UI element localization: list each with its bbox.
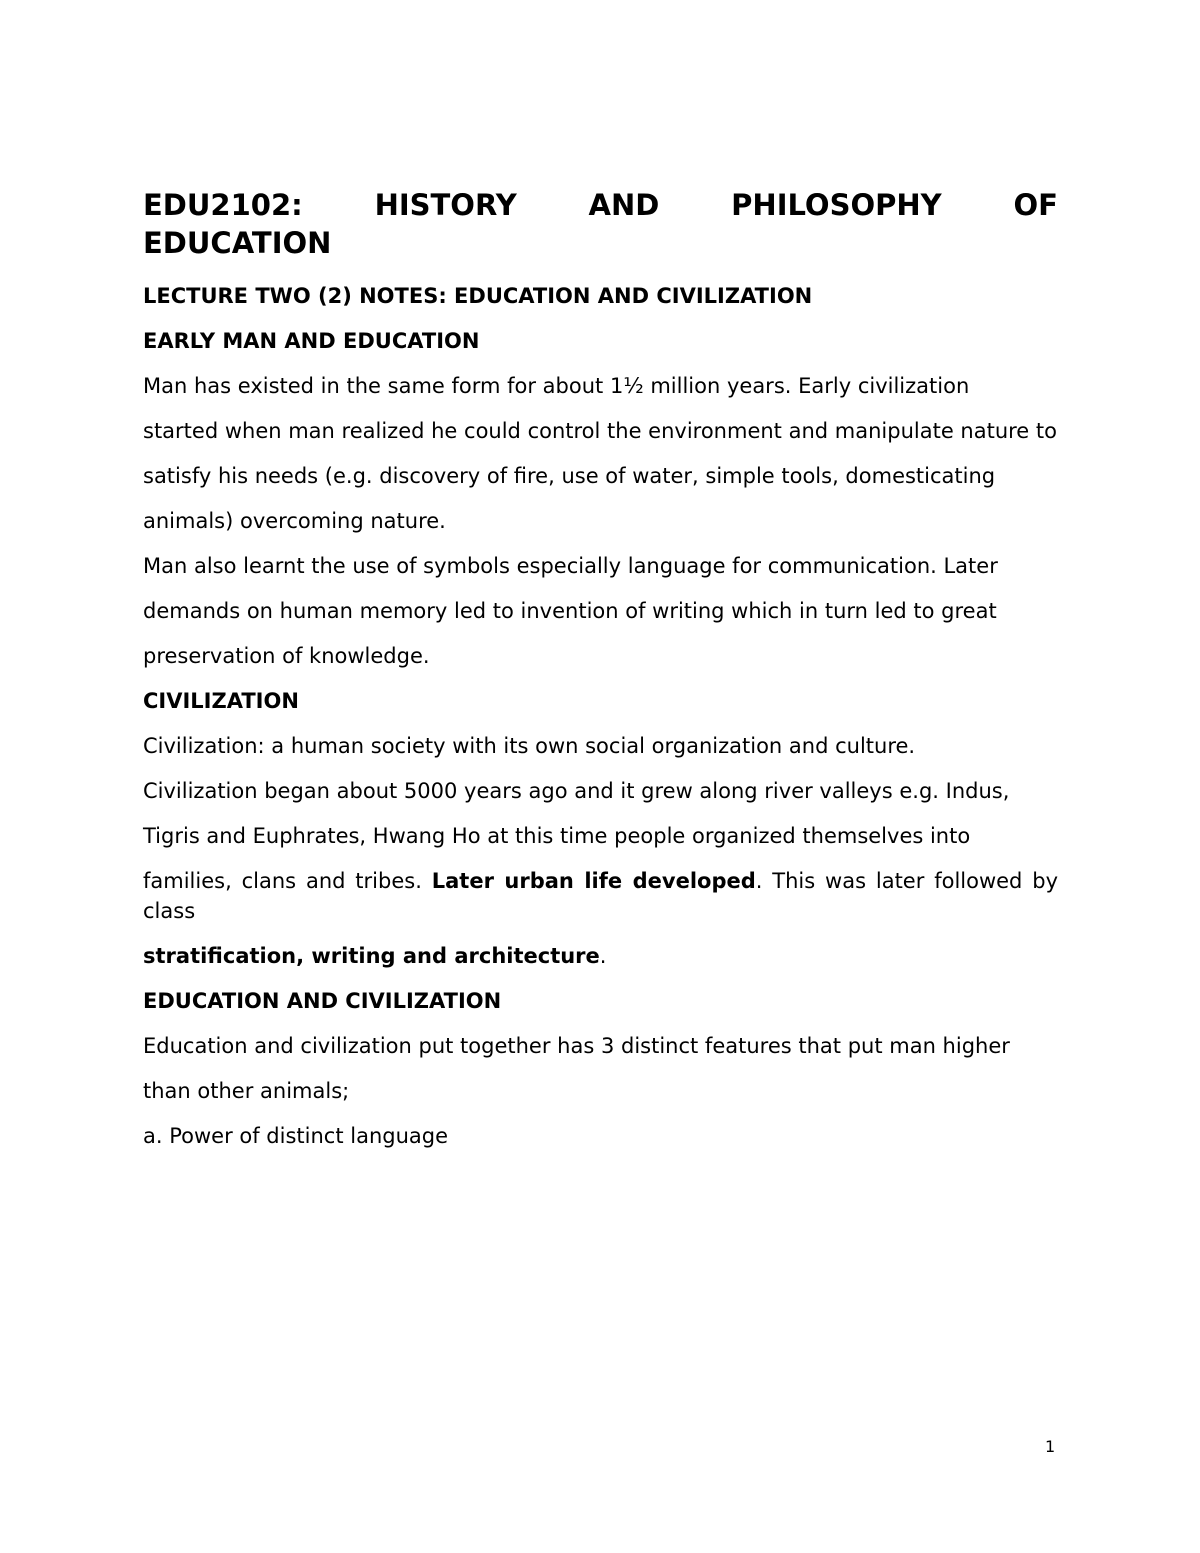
text-run: . This was later followed by class	[143, 869, 1058, 923]
paragraph: preservation of knowledge.	[143, 644, 430, 668]
paragraph: Man also learnt the use of symbols especially language for communication. Later	[143, 554, 998, 578]
section-heading-education-civilization: EDUCATION AND CIVILIZATION	[143, 989, 502, 1013]
paragraph: Man has existed in the same form for about 1½ million years. Early civilization	[143, 374, 970, 398]
text-run: families, clans and tribes.	[143, 869, 432, 893]
title-word: OF	[1013, 188, 1058, 222]
text-run: .	[599, 944, 607, 968]
document-title	[143, 186, 1058, 262]
title-word: PHILOSOPHY	[731, 188, 942, 222]
lecture-heading: LECTURE TWO (2) NOTES: EDUCATION AND CIVILIZATION	[143, 284, 813, 308]
page-content	[143, 186, 1058, 1166]
page-number: 1	[1045, 1437, 1056, 1456]
paragraph: demands on human memory led to invention of writing which in turn led to great	[143, 599, 997, 623]
title-word: HISTORY	[374, 188, 517, 222]
title-line-1	[143, 186, 1058, 224]
paragraph: started when man realized he could control the environment and manipulate nature to	[143, 419, 1057, 443]
paragraph: Civilization: a human society with its own social organization and culture.	[143, 734, 916, 758]
bold-text-run: stratification, writing and architecture	[143, 944, 600, 968]
title-word: EDU2102:	[143, 188, 303, 222]
paragraph: Tigris and Euphrates, Hwang Ho at this time people organized themselves into	[143, 824, 971, 848]
paragraph-mixed	[143, 866, 1058, 926]
title-line-2: EDUCATION	[143, 226, 332, 260]
section-heading-civilization: CIVILIZATION	[143, 689, 299, 713]
paragraph: Education and civilization put together has 3 distinct features that put man higher	[143, 1034, 1010, 1058]
bold-text-run: Later urban life developed	[431, 869, 756, 893]
paragraph: satisfy his needs (e.g. discovery of fire, use of water, simple tools, domesticating	[143, 464, 996, 488]
paragraph: Civilization began about 5000 years ago and it grew along river valleys e.g. Indus,	[143, 779, 1010, 803]
paragraph: than other animals;	[143, 1079, 350, 1103]
section-heading-early-man: EARLY MAN AND EDUCATION	[143, 329, 480, 353]
paragraph-mixed	[143, 941, 1058, 971]
title-word: AND	[588, 188, 660, 222]
list-item: a. Power of distinct language	[143, 1124, 449, 1148]
paragraph: animals) overcoming nature.	[143, 509, 446, 533]
